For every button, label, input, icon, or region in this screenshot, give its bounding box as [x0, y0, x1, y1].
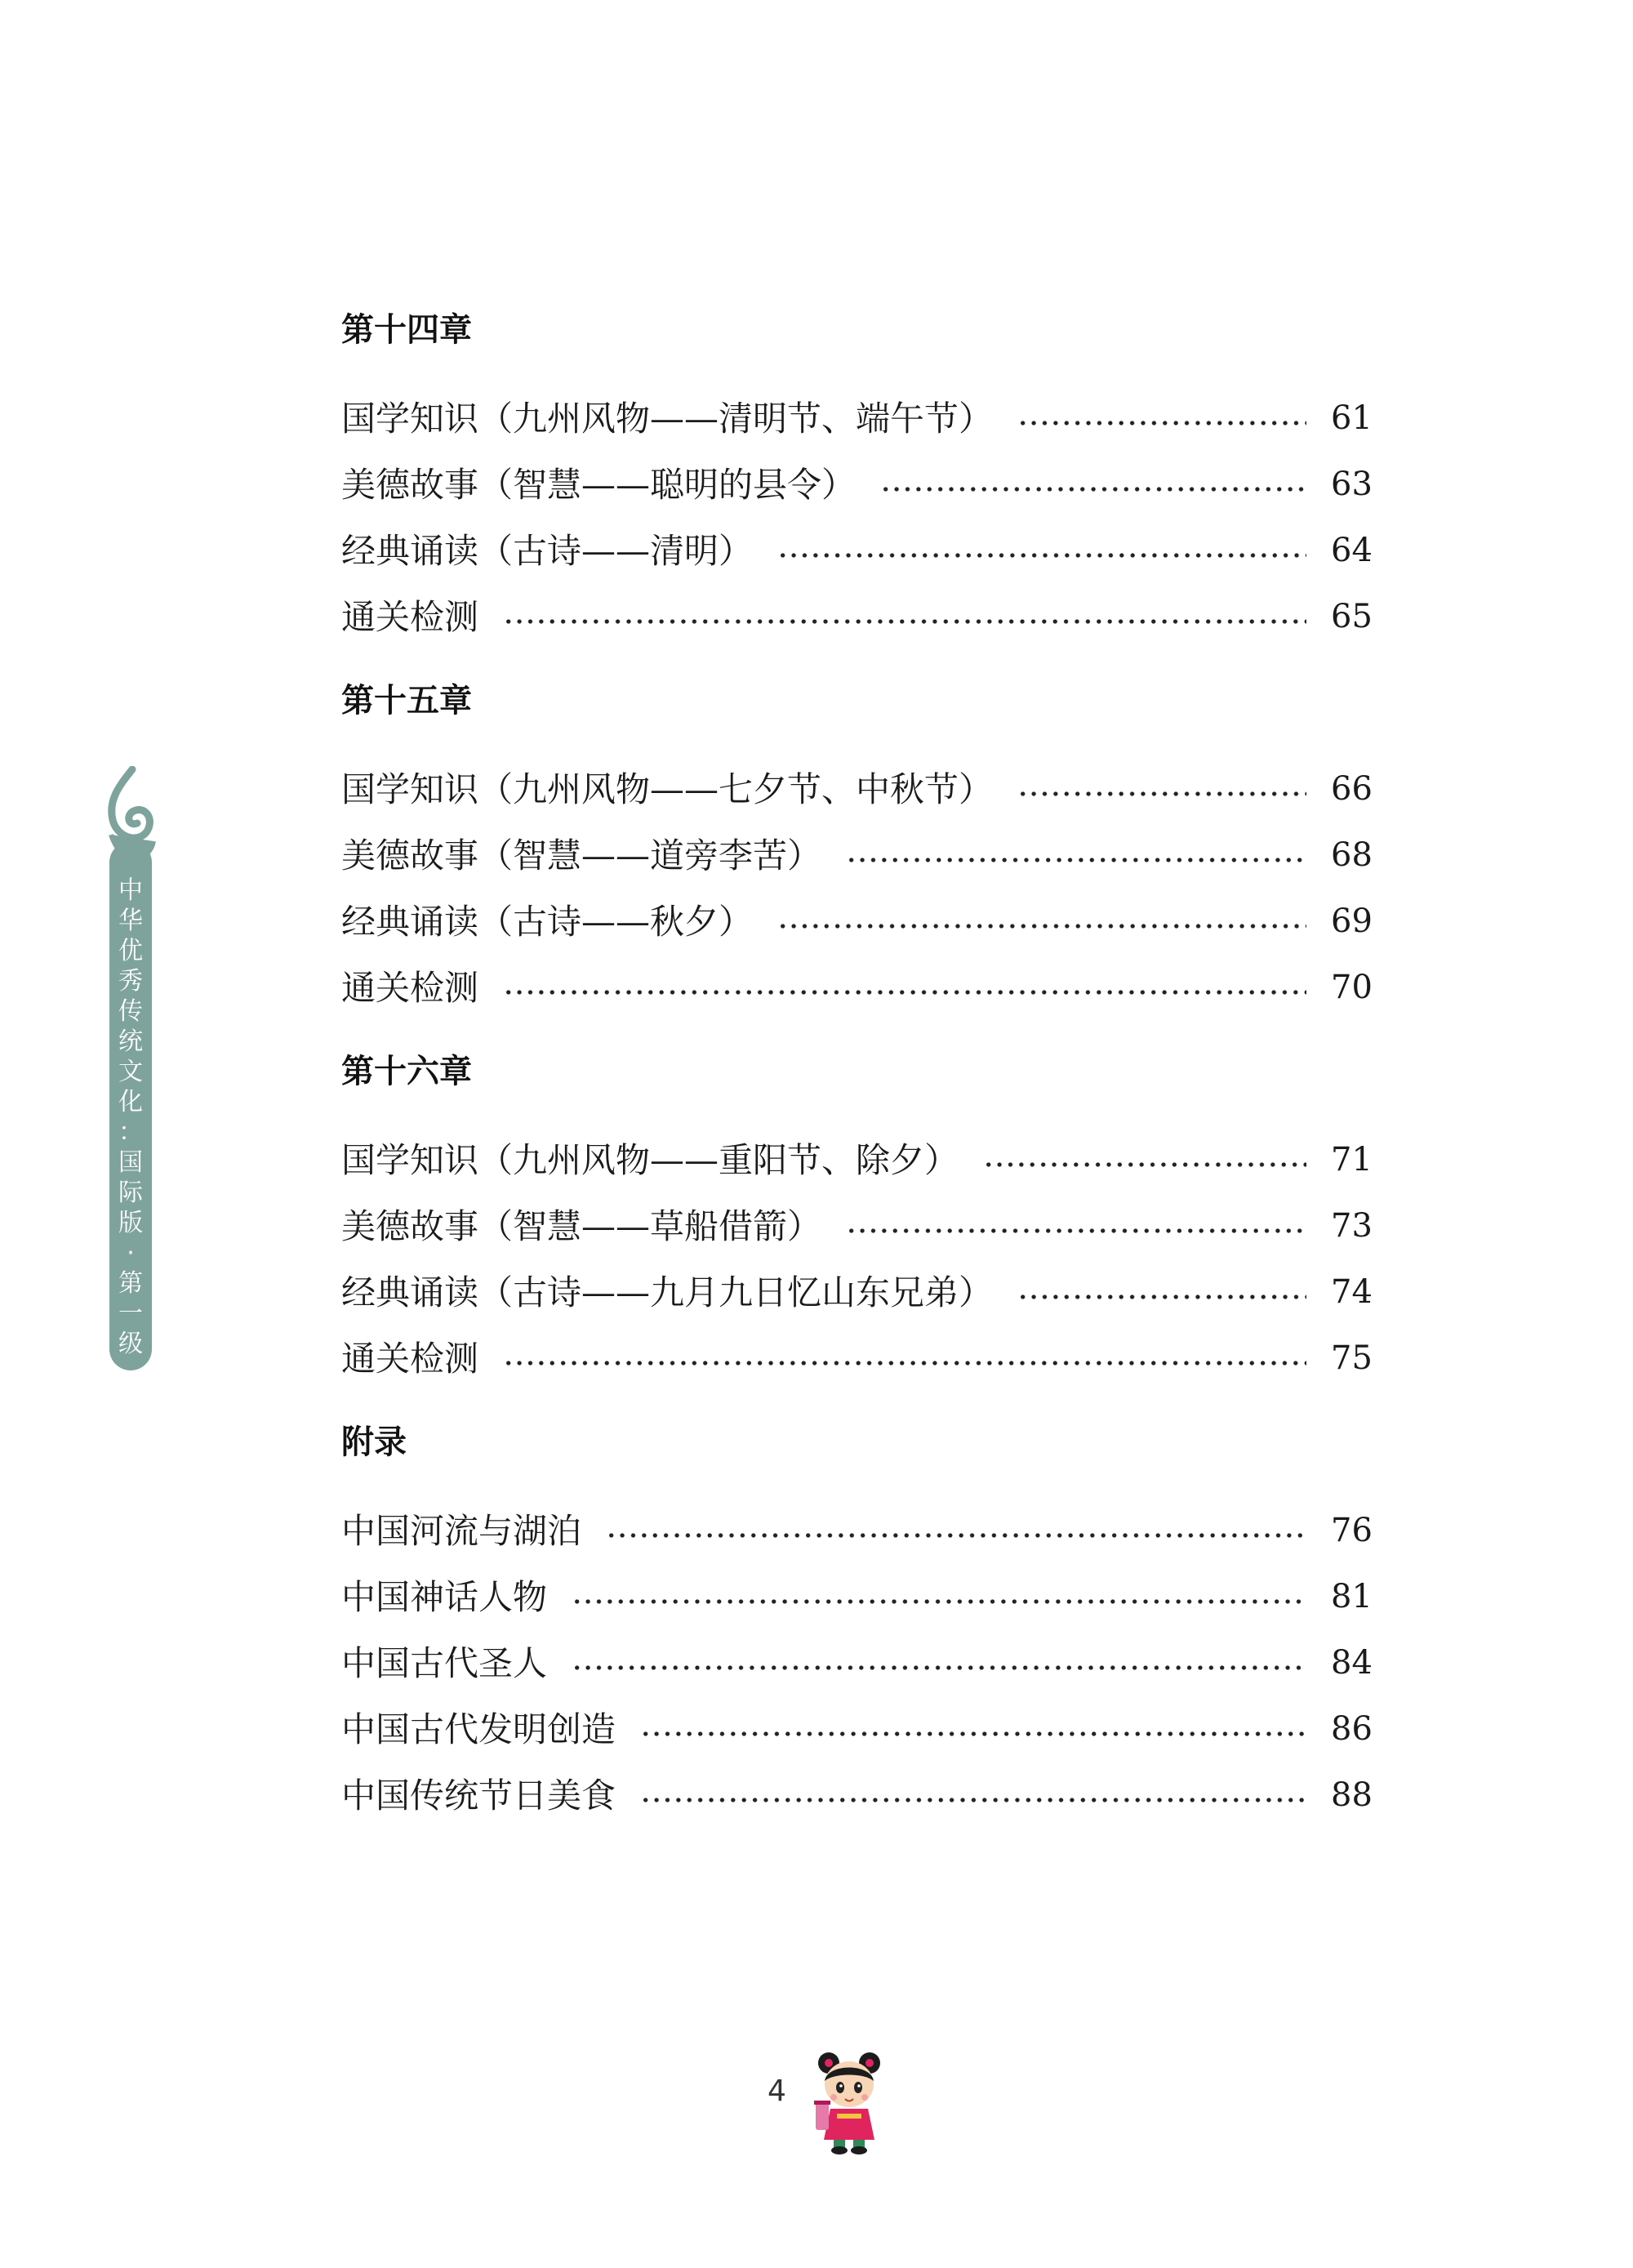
dot-leader	[1017, 1294, 1306, 1299]
dot-leader	[846, 858, 1306, 862]
toc-entry[interactable]	[341, 955, 1372, 1021]
toc-entry-page-number: 66	[1331, 770, 1373, 808]
side-title-char: 中	[118, 876, 143, 905]
toc-entry-title: 中国河流与湖泊	[341, 1511, 582, 1551]
toc-entry[interactable]	[341, 1127, 1372, 1193]
dot-leader	[572, 1665, 1306, 1670]
toc-section	[341, 1416, 1372, 1829]
toc-entry-page-number: 70	[1331, 969, 1373, 1006]
toc-entry[interactable]	[341, 584, 1372, 650]
toc-entry-page-number: 76	[1331, 1512, 1373, 1549]
side-title-char: 优	[118, 937, 143, 965]
toc-entry-page-number: 65	[1331, 598, 1373, 635]
toc-entry-page-number: 84	[1331, 1644, 1373, 1682]
toc-entry[interactable]	[341, 1326, 1372, 1392]
toc-entry-title: 中国传统节日美食	[341, 1776, 616, 1816]
dot-leader	[503, 990, 1306, 995]
side-title-char: 国	[118, 1148, 143, 1177]
side-title-char: 文	[118, 1058, 143, 1086]
toc-entry-page-number: 71	[1331, 1141, 1373, 1179]
side-title-char: 统	[118, 1027, 143, 1056]
toc-entry-title: 通关检测	[341, 1339, 479, 1379]
toc-entry[interactable]	[341, 822, 1372, 889]
toc-entry-title: 国学知识（九州风物——重阳节、除夕）	[341, 1140, 959, 1180]
toc-entry[interactable]	[341, 1762, 1372, 1829]
side-series-title	[109, 876, 152, 1359]
dot-leader	[1017, 791, 1306, 796]
side-title-char: ：	[118, 1118, 143, 1147]
toc-entry[interactable]	[341, 1696, 1372, 1762]
side-title-char: 一	[118, 1299, 143, 1328]
page-number: 4	[768, 2074, 786, 2108]
toc-entry[interactable]	[341, 1564, 1372, 1630]
toc-section	[341, 1045, 1372, 1392]
toc-entry-title: 美德故事（智慧——道旁李苦）	[341, 835, 822, 876]
table-of-contents	[341, 304, 1372, 1853]
side-series-tab	[109, 841, 152, 1370]
side-title-char: 传	[118, 997, 143, 1026]
mascot-girl-illustration	[804, 2048, 894, 2154]
dot-leader	[606, 1533, 1306, 1538]
toc-entry-title: 美德故事（智慧——聪明的县令）	[341, 465, 857, 505]
toc-entry[interactable]	[341, 889, 1372, 955]
dot-leader	[503, 619, 1306, 624]
side-title-char: ·	[127, 1239, 135, 1268]
toc-entry[interactable]	[341, 1259, 1372, 1326]
toc-entry-page-number: 64	[1331, 532, 1373, 569]
toc-entry-page-number: 86	[1331, 1710, 1373, 1748]
toc-entry-page-number: 69	[1331, 902, 1373, 940]
toc-section	[341, 304, 1372, 650]
toc-section	[341, 675, 1372, 1021]
toc-entry-title: 中国古代圣人	[341, 1643, 548, 1683]
dot-leader	[777, 924, 1306, 929]
dot-leader	[846, 1228, 1306, 1233]
toc-entry-title: 经典诵读（古诗——九月九日忆山东兄弟）	[341, 1272, 994, 1312]
toc-entry-page-number: 88	[1331, 1776, 1373, 1814]
dot-leader	[640, 1731, 1306, 1736]
toc-entry-page-number: 75	[1331, 1339, 1373, 1377]
toc-entry[interactable]	[341, 1193, 1372, 1259]
side-title-char: 化	[118, 1088, 143, 1116]
dot-leader	[880, 487, 1306, 492]
dot-leader	[503, 1361, 1306, 1366]
toc-entry-title: 经典诵读（古诗——秋夕）	[341, 902, 754, 942]
toc-entry[interactable]	[341, 1630, 1372, 1696]
toc-entry[interactable]	[341, 452, 1372, 518]
toc-entry[interactable]	[341, 1498, 1372, 1564]
side-title-char: 级	[118, 1330, 143, 1358]
section-heading: 第十四章	[341, 310, 472, 349]
toc-entry-page-number: 74	[1331, 1273, 1373, 1311]
toc-entry-title: 中国古代发明创造	[341, 1709, 616, 1749]
toc-entry-title: 国学知识（九州风物——清明节、端午节）	[341, 399, 994, 439]
toc-entry-title: 通关检测	[341, 597, 479, 637]
side-title-char: 版	[118, 1209, 143, 1237]
toc-entry-page-number: 73	[1331, 1207, 1373, 1245]
dot-leader	[1017, 421, 1306, 426]
toc-entry-page-number: 68	[1331, 836, 1373, 874]
toc-entry-page-number: 61	[1331, 399, 1373, 437]
toc-entry-title: 美德故事（智慧——草船借箭）	[341, 1206, 822, 1246]
toc-entry[interactable]	[341, 756, 1372, 822]
toc-entry-title: 中国神话人物	[341, 1577, 548, 1617]
side-title-char: 第	[118, 1269, 143, 1298]
toc-entry-title: 经典诵读（古诗——清明）	[341, 531, 754, 571]
toc-entry-title: 通关检测	[341, 968, 479, 1008]
toc-entry-page-number: 63	[1331, 466, 1373, 503]
dot-leader	[640, 1798, 1306, 1802]
section-heading: 附录	[341, 1423, 407, 1461]
toc-entry[interactable]	[341, 518, 1372, 584]
dot-leader	[983, 1162, 1306, 1167]
toc-entry-title: 国学知识（九州风物——七夕节、中秋节）	[341, 769, 994, 809]
side-title-char: 秀	[118, 967, 143, 996]
toc-entry-page-number: 81	[1331, 1578, 1373, 1615]
dot-leader	[777, 553, 1306, 558]
side-title-char: 华	[118, 907, 143, 935]
side-title-char: 际	[118, 1179, 143, 1207]
toc-entry[interactable]	[341, 385, 1372, 452]
section-heading: 第十五章	[341, 681, 472, 720]
dot-leader	[572, 1599, 1306, 1604]
section-heading: 第十六章	[341, 1052, 472, 1090]
